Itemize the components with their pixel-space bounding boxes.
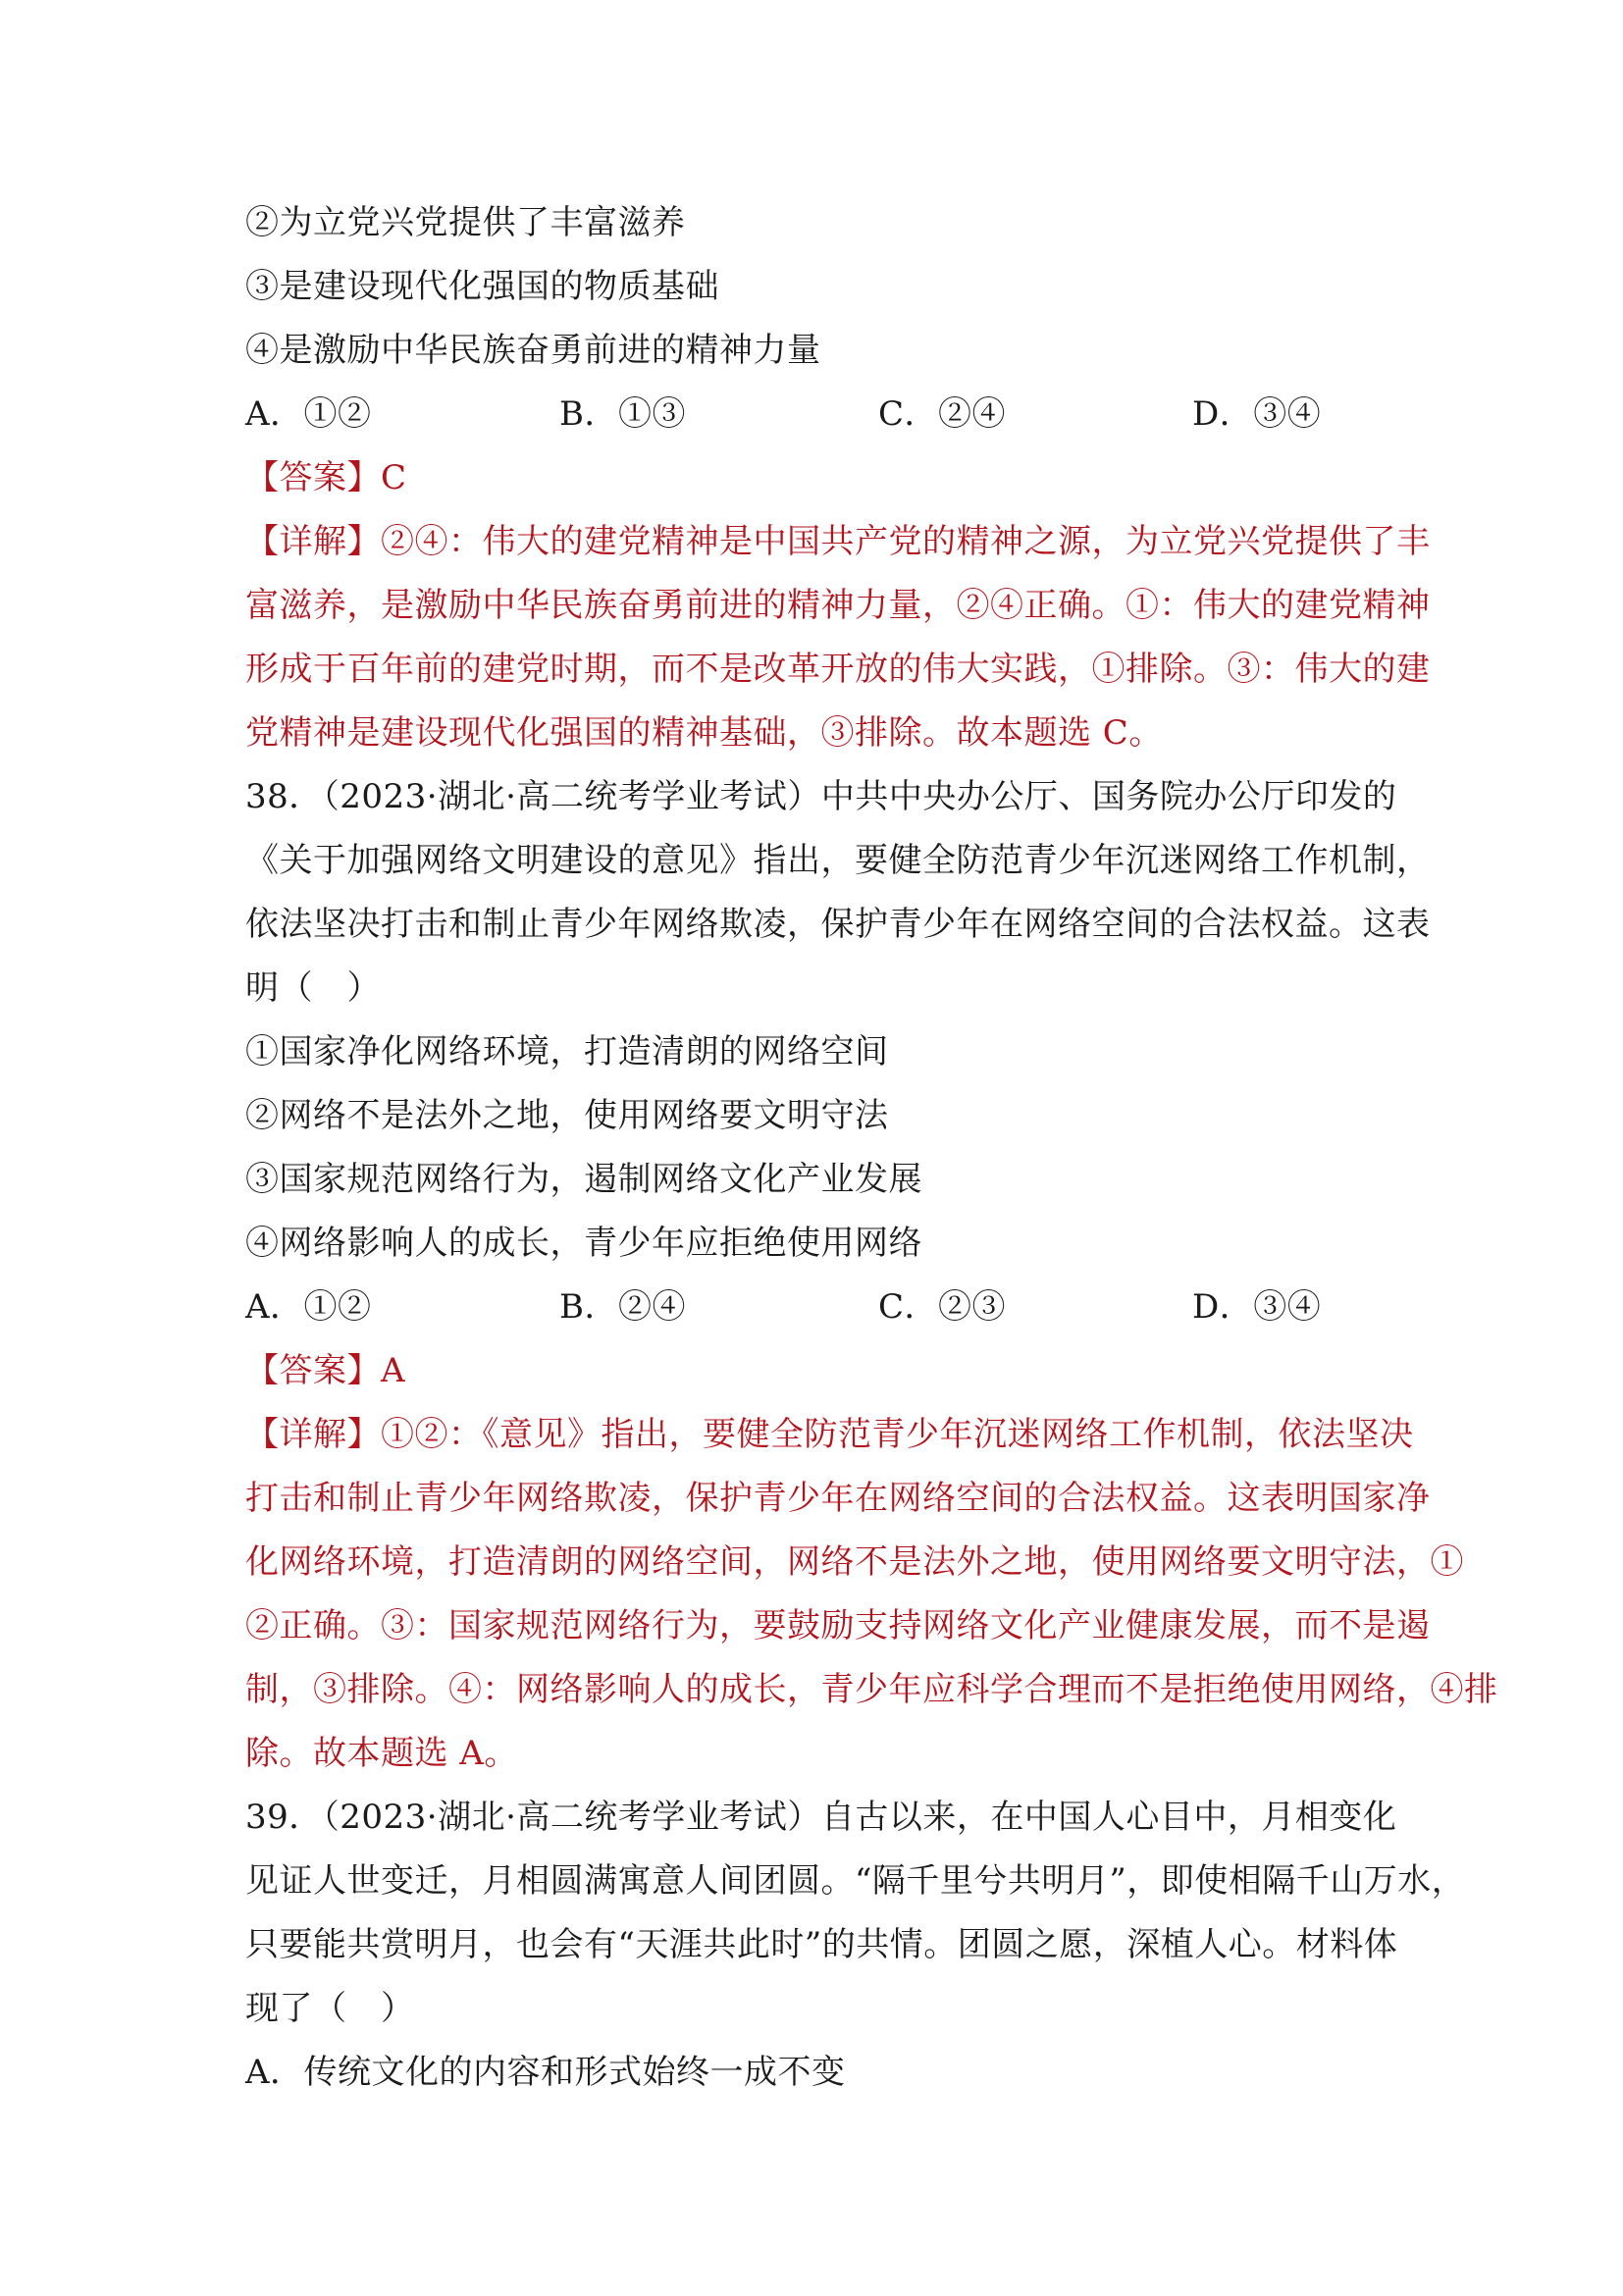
q38-answer-label: 【答案】 [245,1351,381,1390]
q39-stem-line: 只要能共赏明月，也会有“天涯共此时”的共情。团圆之愿，深植人心。材料体 [245,1925,1398,1964]
q38-stem-line: 明（ ） [245,968,381,1008]
q37-answer [245,446,1423,510]
q37-option-b: B．①③ [559,394,686,434]
q38-detail-line: 打击和制止青少年网络欺凌，保护青少年在网络空间的合法权益。这表明国家净 [245,1479,1431,1518]
q38-statement-3: ③国家规范网络行为，遏制网络文化产业发展 [245,1160,922,1199]
q38-stem-line: 依法坚决打击和制止青少年网络欺凌，保护青少年在网络空间的合法权益。这表 [245,905,1431,944]
q38-option-d: D．③④ [1192,1287,1322,1327]
q38-option-b: B．②④ [559,1287,686,1327]
q38-detail-line: ②正确。③：国家规范网络行为，要鼓励支持网络文化产业健康发展，而不是遏 [245,1606,1431,1645]
q37-detail-line: 党精神是建设现代化强国的精神基础，③排除。故本题选 C。 [245,713,1163,753]
q38-answer [245,1339,1423,1403]
q38-detail-line: 化网络环境，打造清朗的网络空间，网络不是法外之地，使用网络要文明守法，① [245,1542,1464,1582]
q37-detail-text: ②④：伟大的建党精神是中国共产党的精神之源，为立党兴党提供了丰 [381,522,1431,561]
q38-stem-line: 38．（2023·湖北·高二统考学业考试）中共中央办公厅、国务院办公厅印发的 [245,777,1397,816]
q38-option-a: A．①② [245,1287,372,1327]
q38-detail-line [245,1403,1423,1467]
q37-detail-line [245,510,1431,574]
q37-answer-value: C [381,458,407,497]
q37-statement-4: ④是激励中华民族奋勇前进的精神力量 [245,331,821,370]
q38-options [245,1276,1423,1339]
q38-statement-1: ①国家净化网络环境，打造清朗的网络空间 [245,1032,889,1071]
q38-statement-2: ②网络不是法外之地，使用网络要文明守法 [245,1096,889,1135]
q37-option-a: A．①② [245,394,372,434]
q37-statement-2: ②为立党兴党提供了丰富滋养 [245,203,686,242]
q37-statement-3: ③是建设现代化强国的物质基础 [245,267,719,306]
q38-detail-text: ①②：《意见》指出，要健全防范青少年沉迷网络工作机制，依法坚决 [381,1415,1414,1454]
q39-stem-line: 39．（2023·湖北·高二统考学业考试）自古以来，在中国人心目中，月相变化 [245,1798,1397,1837]
q39-stem-line: 现了（ ） [245,1989,415,2028]
q38-detail-label: 【详解】 [245,1415,381,1454]
q38-option-c: C．②③ [878,1287,1007,1327]
q38-detail-line: 制，③排除。④：网络影响人的成长，青少年应科学合理而不是拒绝使用网络，④排 [245,1670,1498,1709]
q37-detail-line: 富滋养，是激励中华民族奋勇前进的精神力量，②④正确。①：伟大的建党精神 [245,586,1431,625]
q38-stem-line: 《关于加强网络文明建设的意见》指出，要健全防范青少年沉迷网络工作机制， [245,841,1431,880]
q37-options [245,383,1423,446]
q38-statement-4: ④网络影响人的成长，青少年应拒绝使用网络 [245,1224,922,1263]
q39-stem-line: 见证人世变迁，月相圆满寓意人间团圆。“隔千里兮共明月”，即使相隔千山万水， [245,1861,1466,1901]
q37-detail-label: 【详解】 [245,522,381,561]
q37-detail-line: 形成于百年前的建党时期，而不是改革开放的伟大实践，①排除。③：伟大的建 [245,650,1431,689]
q37-answer-label: 【答案】 [245,458,381,497]
q38-detail-line: 除。故本题选 A。 [245,1734,518,1773]
q37-option-d: D．③④ [1192,394,1322,434]
document-page [245,191,1498,2105]
q39-option-a: A．传统文化的内容和形式始终一成不变 [245,2053,846,2092]
q37-option-c: C．②④ [878,394,1007,434]
q38-answer-value: A [381,1351,406,1390]
